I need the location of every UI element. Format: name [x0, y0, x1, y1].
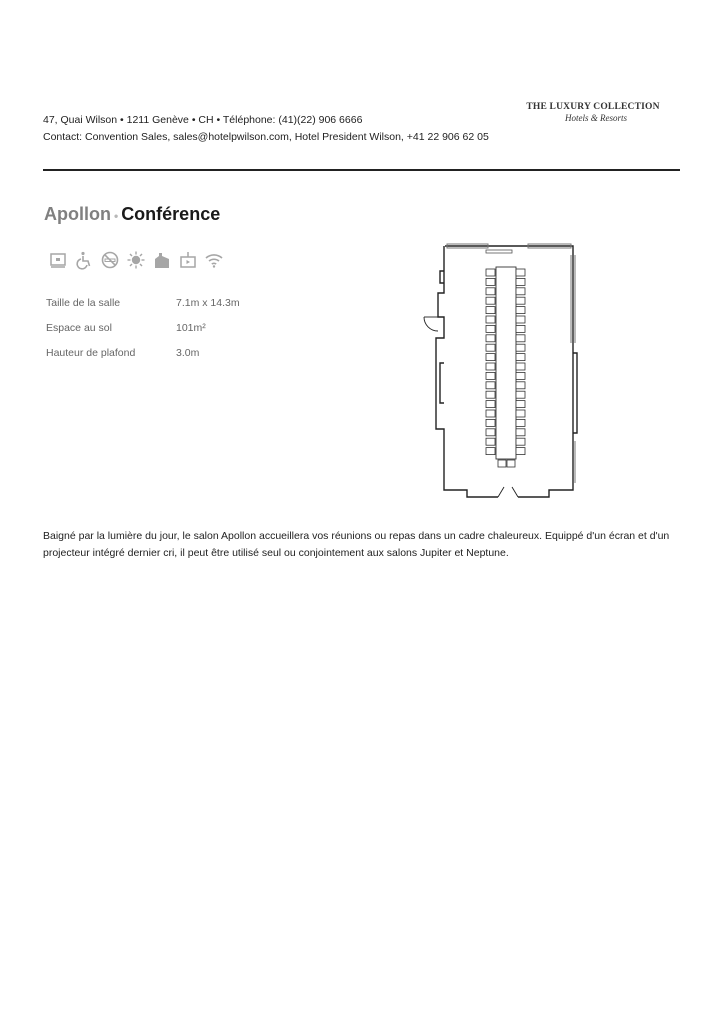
chair-left	[486, 335, 495, 342]
chair-left	[486, 429, 495, 436]
chair-left	[486, 391, 495, 398]
chair-left	[486, 269, 495, 276]
chair-right	[516, 307, 525, 314]
chair-right	[516, 344, 525, 351]
contact-line: Contact: Convention Sales, sales@hotelpwilson.com, Hotel President Wilson, +41 22 906 62 05	[43, 131, 489, 143]
room-description: Baigné par la lumière du jour, le salon Apollon accueillera vos réunions ou repas dans un cadre chaleureux. Equippé d'un écran et d'un projecteur intégré dernier cri, il peut être utilisé seul ou conjointement aux salons Jupiter et Neptune.	[43, 530, 670, 559]
spec-value: 3.0m	[176, 347, 200, 359]
spec-floor-area	[46, 322, 286, 347]
chair-left	[486, 316, 495, 323]
luxury-collection-logo	[515, 102, 671, 123]
chair-right	[516, 372, 525, 379]
chair-left	[486, 278, 495, 285]
chair-right	[516, 354, 525, 361]
projector-icon	[178, 250, 198, 270]
wifi-icon	[204, 250, 224, 270]
chair-right	[516, 419, 525, 426]
plan-furniture	[486, 267, 525, 467]
spec-label: Hauteur de plafond	[46, 347, 136, 359]
chair-right	[516, 382, 525, 389]
chair-right	[516, 410, 525, 417]
chair-right	[516, 448, 525, 455]
chair-right	[516, 401, 525, 408]
chair-left	[486, 382, 495, 389]
header-divider	[43, 169, 680, 171]
chair-right	[516, 278, 525, 285]
spec-label: Espace au sol	[46, 322, 112, 334]
chair-left	[486, 307, 495, 314]
room-name: Apollon	[44, 204, 111, 224]
no-smoking-icon	[100, 250, 120, 270]
logo-title: THE LUXURY COLLECTION	[526, 102, 660, 112]
chair-right	[516, 269, 525, 276]
spec-room-size	[46, 297, 286, 322]
chair-left	[486, 344, 495, 351]
building-icon	[152, 250, 172, 270]
chair-head	[507, 460, 515, 467]
chair-left	[486, 410, 495, 417]
chair-right	[516, 316, 525, 323]
chair-left	[486, 354, 495, 361]
chair-left	[486, 419, 495, 426]
chair-left	[486, 363, 495, 370]
chair-right	[516, 288, 525, 295]
chair-left	[486, 401, 495, 408]
chair-right	[516, 391, 525, 398]
amenity-icons	[48, 250, 230, 270]
chair-left	[486, 448, 495, 455]
chair-right	[516, 325, 525, 332]
daylight-icon	[126, 250, 146, 270]
spec-label: Taille de la salle	[46, 297, 121, 309]
chair-left	[486, 372, 495, 379]
room-specs	[46, 297, 286, 372]
chair-left	[486, 325, 495, 332]
layout-type: Conférence	[121, 204, 221, 224]
spec-value: 7.1m x 14.3m	[176, 297, 240, 309]
chair-right	[516, 335, 525, 342]
floor-plan-drawing	[420, 243, 578, 503]
chair-left	[486, 288, 495, 295]
presentation-screen-icon	[48, 250, 68, 270]
chair-head	[498, 460, 506, 467]
conference-table	[496, 267, 516, 459]
chair-left	[486, 297, 495, 304]
spec-value: 101m²	[176, 322, 206, 334]
chair-left	[486, 438, 495, 445]
address-line: 47, Quai Wilson • 1211 Genève • CH • Téléphone: (41)(22) 906 6666	[43, 114, 363, 126]
spec-ceiling-height	[46, 347, 286, 372]
chair-right	[516, 297, 525, 304]
page-title	[44, 204, 220, 225]
chair-right	[516, 363, 525, 370]
floor-plan	[420, 243, 578, 503]
chair-right	[516, 438, 525, 445]
title-separator: •	[113, 209, 119, 223]
chair-right	[516, 429, 525, 436]
wheelchair-icon	[74, 250, 94, 270]
logo-subtitle: Hotels & Resorts	[565, 113, 627, 123]
